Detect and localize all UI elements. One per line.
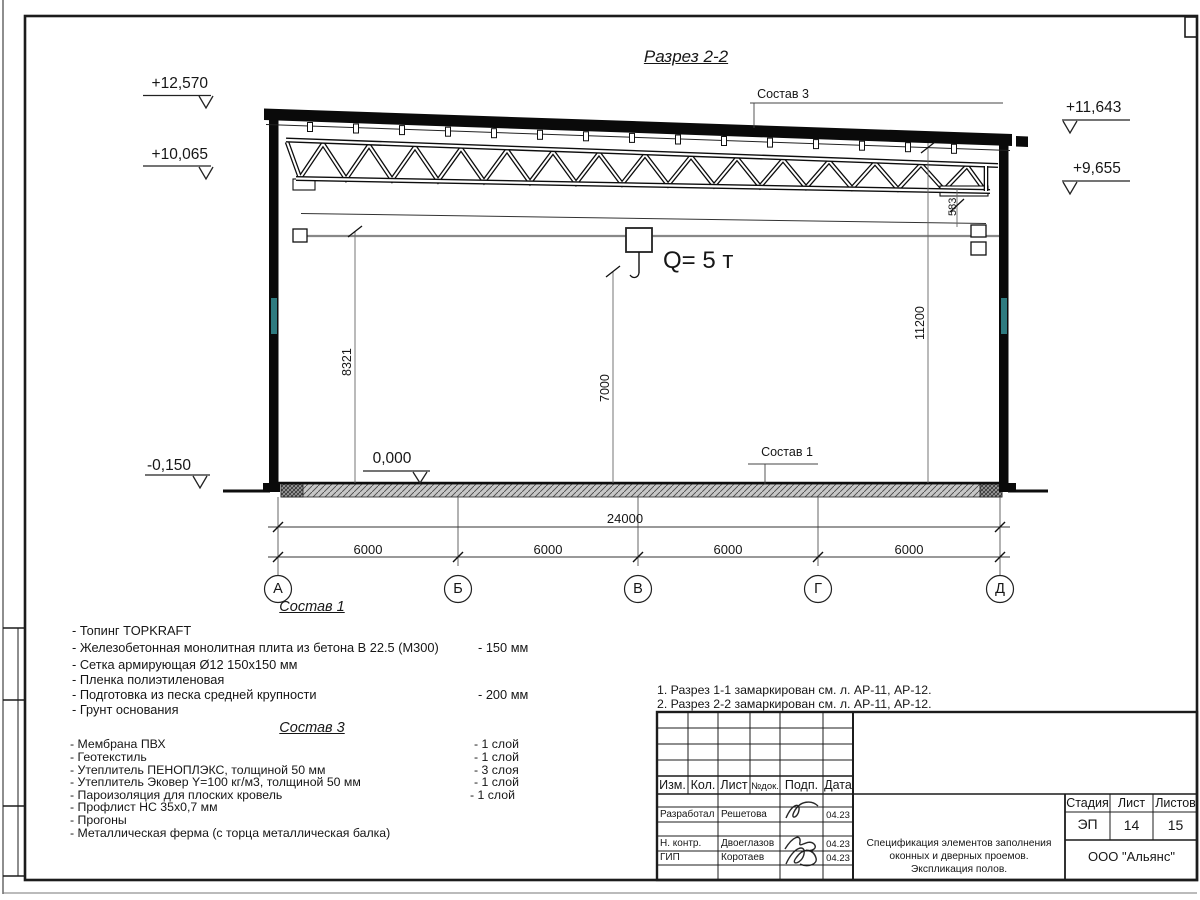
stamp-name-korotaev: Коротаев [721, 852, 765, 863]
drawing-title: Разрез 2-2 [643, 47, 729, 66]
stamp-date-3: 04.23 [826, 853, 850, 864]
dim-11200: 11200 [913, 306, 927, 340]
stamp-name-reshetova: Решетова [721, 809, 767, 820]
height-dimensions [348, 142, 935, 483]
roof-composition-ref: Состав 3 [757, 87, 809, 101]
floor-slab [223, 483, 1048, 497]
stamp-sheets-value: 15 [1167, 817, 1184, 833]
stamp-col-data: Дата [824, 778, 852, 792]
floor-composition-ref: Состав 1 [761, 445, 813, 459]
crane [293, 225, 999, 277]
note-2: 2. Разрез 2-2 замаркирован см. л. АР-11, АР-12. [657, 697, 932, 711]
stamp-stage-label: Стадия [1066, 796, 1109, 810]
column-window-right [1001, 298, 1007, 334]
sostav1-item-1-value: - 150 мм [478, 640, 529, 655]
columns [263, 110, 1016, 492]
signatures [785, 802, 818, 866]
stamp-col-izm: Изм. [659, 778, 686, 792]
dim-7000: 7000 [598, 374, 612, 402]
stamp-date-1: 04.23 [826, 810, 850, 821]
stamp-doc-name-2: оконных и дверных проемов. [889, 851, 1029, 862]
elevation-left-mid: +10,065 [151, 146, 208, 163]
elevation-right-top: +11,643 [1066, 99, 1122, 116]
sostav3-item-1: - Геотекстиль [70, 750, 147, 764]
dim-8321: 8321 [340, 348, 354, 376]
axis-label-d: Д [995, 581, 1005, 597]
sostav1-item-2: - Сетка армирующая Ø12 150х150 мм [72, 657, 298, 672]
axis-label-v: В [633, 581, 643, 597]
note-1: 1. Разрез 1-1 замаркирован см. л. АР-11, АР-12. [657, 683, 932, 697]
sostav3-item-3-value: - 1 слой [474, 775, 519, 789]
stamp-name-dvoeglazov: Двоеглазов [721, 838, 775, 849]
stamp-role-nkontr: Н. контр. [660, 838, 702, 849]
stamp-org-name: ООО "Альянс" [1088, 849, 1175, 864]
sostav3-item-6: - Прогоны [70, 813, 127, 827]
ceiling-line [301, 214, 986, 224]
column-window-left [271, 298, 277, 334]
sostav3-item-0: - Мембрана ПВХ [70, 737, 166, 751]
stamp-sheets-label: Листов [1155, 796, 1196, 810]
dim-bay-3: 6000 [713, 542, 743, 557]
signature-razrabotal [786, 802, 818, 818]
sostav1-item-5: - Грунт основания [72, 702, 179, 717]
elevation-ground: -0,150 [147, 457, 191, 474]
stamp-role-gip: ГИП [660, 852, 680, 863]
axis-label-g: Г [814, 581, 822, 597]
sostav3-item-2: - Утеплитель ПЕНОПЛЭКС, толщиной 50 мм [70, 763, 326, 777]
stamp-stage-value: ЭП [1077, 816, 1098, 832]
sostav1-heading: Состав 1 [279, 599, 345, 615]
stamp-role-razrabotal: Разработал [660, 809, 715, 820]
sheet-frame [3, 0, 1197, 894]
dim-583: 583 [947, 197, 959, 216]
elevation-right-mid: +9,655 [1073, 160, 1121, 177]
crane-trolley [626, 228, 652, 252]
stamp-col-kol: Кол. [690, 778, 716, 792]
sostav3-item-1-value: - 1 слой [474, 750, 519, 764]
sostav3-item-4: - Пароизоляция для плоских кровель [70, 788, 283, 802]
dim-bay-2: 6000 [533, 542, 563, 557]
stamp-date-2: 04.23 [826, 839, 850, 850]
stamp-col-ndok: №док. [751, 781, 779, 792]
elevation-floor: 0,000 [372, 450, 412, 467]
sostav1-item-3: - Пленка полиэтиленовая [72, 672, 225, 687]
axis-label-a: А [273, 581, 283, 597]
sostav3-item-5: - Профлист НС 35х0,7 мм [70, 800, 218, 814]
sostav1-item-1: - Железобетонная монолитная плита из бетона В 22.5 (М300) [72, 640, 439, 655]
axis-label-b: Б [453, 581, 463, 597]
stamp-col-podp: Подп. [784, 778, 819, 792]
sostav1-item-4-value: - 200 мм [478, 687, 529, 702]
sostav3-item-0-value: - 1 слой [474, 737, 519, 751]
crane-capacity-label: Q= 5 т [663, 247, 734, 274]
stamp-doc-name-3: Экспликация полов. [910, 864, 1008, 875]
dim-bay-1: 6000 [353, 542, 383, 557]
sostav3-item-4-value: - 1 слой [470, 788, 515, 802]
stamp-sheet-label: Лист [1117, 796, 1146, 810]
sostav3-heading: Состав 3 [279, 720, 345, 736]
stamp-col-list: Лист [720, 778, 748, 792]
sostav3-item-2-value: - 3 слоя [474, 763, 519, 777]
dim-total-24000: 24000 [606, 511, 644, 526]
elevation-left-top: +12,570 [151, 75, 208, 92]
sostav1-item-4: - Подготовка из песка средней крупности [72, 687, 317, 702]
dim-bay-4: 6000 [894, 542, 924, 557]
stamp-doc-name-1: Спецификация элементов заполнения [866, 838, 1052, 849]
stamp-sheet-value: 14 [1123, 817, 1140, 833]
sostav3-item-7: - Металлическая ферма (с торца металлическая балка) [70, 826, 391, 840]
sostav1-item-0: - Топинг TOPKRAFT [72, 623, 192, 638]
sostav3-item-3: - Утеплитель Эковер Y=100 кг/м3, толщиной 50 мм [70, 775, 361, 789]
